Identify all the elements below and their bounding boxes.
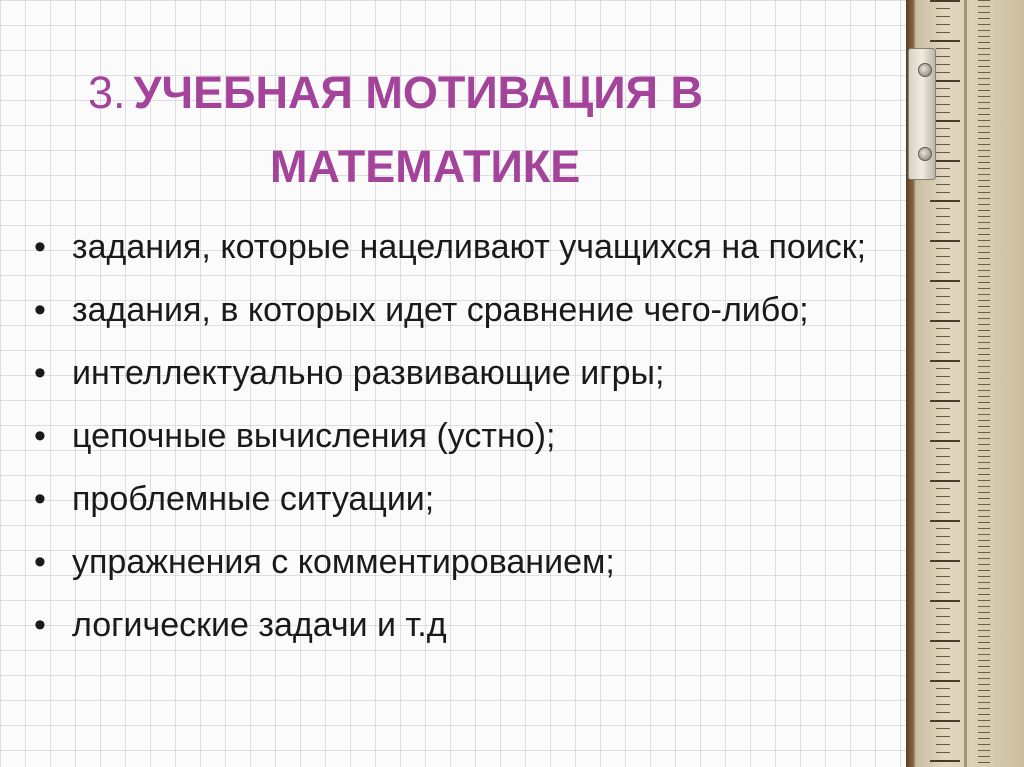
- bullet-item: [34, 222, 884, 273]
- bullet-item: [34, 285, 884, 336]
- bullet-item: [34, 474, 884, 525]
- bullet-dot: •: [34, 417, 46, 455]
- ruler-icon: [906, 0, 1024, 767]
- bullet-item: [34, 411, 884, 462]
- ruler-scale-left: [936, 0, 950, 767]
- bullet-dot: •: [34, 543, 46, 581]
- bullet-dot: •: [34, 228, 46, 266]
- ruler-groove: [964, 0, 967, 767]
- bullet-dot: •: [34, 606, 46, 644]
- title-line-2: МАТЕМАТИКЕ: [270, 141, 581, 192]
- bullet-text: проблемные ситуации;: [72, 480, 435, 518]
- bullet-dot: •: [34, 480, 46, 518]
- title-number: 3.: [88, 67, 126, 118]
- bullet-item: [34, 537, 884, 588]
- bullet-item: [34, 600, 884, 651]
- bullet-text: интеллектуально развивающие игры;: [72, 354, 665, 392]
- slide-title: [88, 56, 888, 204]
- screw-icon: [918, 63, 932, 77]
- bullet-text: задания, которые нацеливают учащихся на поиск;: [72, 228, 867, 266]
- bullet-dot: •: [34, 291, 46, 329]
- ruler-clip: [908, 48, 936, 180]
- bullet-text: упражнения с комментированием;: [72, 543, 615, 581]
- title-line-1: УЧЕБНАЯ МОТИВАЦИЯ В: [133, 67, 703, 118]
- bullet-dot: •: [34, 354, 46, 392]
- screw-icon: [918, 147, 932, 161]
- bullet-list: [34, 222, 884, 663]
- bullet-text: задания, в которых идет сравнение чего-либо;: [72, 291, 809, 329]
- ruler-scale-right: [978, 0, 990, 767]
- bullet-text: цепочные вычисления (устно);: [72, 417, 556, 455]
- bullet-text: логические задачи и т.д: [72, 606, 447, 644]
- bullet-item: [34, 348, 884, 399]
